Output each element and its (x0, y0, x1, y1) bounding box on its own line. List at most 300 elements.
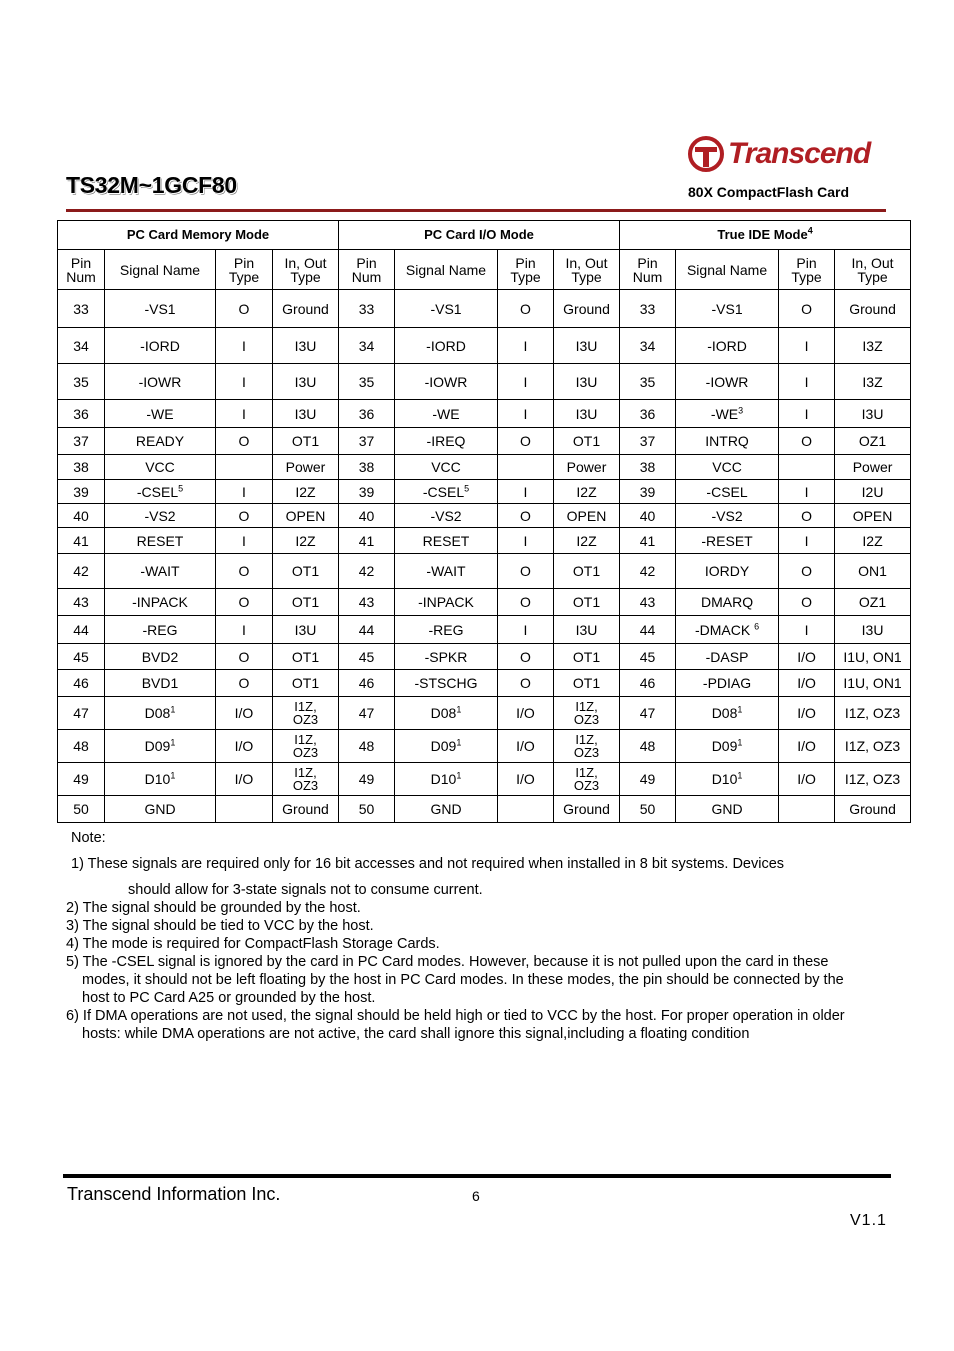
table-cell: I (779, 480, 835, 504)
table-cell: 47 (339, 697, 395, 730)
table-cell: BVD1 (105, 670, 216, 697)
table-cell: 42 (339, 554, 395, 589)
table-cell: O (216, 504, 273, 528)
table-cell: -CSEL (676, 480, 779, 504)
document-version: V1.1 (850, 1212, 887, 1229)
note-4: 4) The mode is required for CompactFlash Storage Cards. (66, 936, 440, 952)
table-cell: I (216, 364, 273, 400)
table-cell: I/O (216, 697, 273, 730)
table-cell: I (779, 616, 835, 644)
table-cell: I/O (498, 763, 554, 796)
table-row (58, 670, 911, 697)
footnote-ref: 5 (178, 482, 184, 493)
table-cell: -VS2 (105, 504, 216, 528)
column-header-row (58, 250, 911, 290)
table-cell: I/O (498, 697, 554, 730)
table-cell: I3U (554, 364, 620, 400)
table-cell: 45 (58, 644, 105, 670)
footnote-ref: 1 (737, 737, 743, 748)
table-cell: GND (105, 796, 216, 823)
table-cell: 46 (58, 670, 105, 697)
table-cell: I (498, 400, 554, 428)
table-row (58, 730, 911, 763)
footnote-ref: 1 (170, 704, 176, 715)
table-cell: 44 (620, 616, 676, 644)
table-cell: ON1 (835, 554, 911, 589)
table-cell: -DASP (676, 644, 779, 670)
table-cell: 39 (339, 480, 395, 504)
table-row (58, 644, 911, 670)
table-cell (395, 763, 498, 796)
table-cell: OPEN (273, 504, 339, 528)
column-header: Pin Num (620, 250, 676, 290)
table-cell: 38 (58, 455, 105, 480)
group-header-row (58, 221, 911, 250)
table-cell: I2Z (273, 480, 339, 504)
table-cell: I3U (273, 364, 339, 400)
table-cell: I3U (554, 616, 620, 644)
table-cell: OT1 (273, 644, 339, 670)
table-cell: OT1 (273, 428, 339, 455)
table-cell (498, 455, 554, 480)
table-cell: 43 (620, 589, 676, 616)
table-row (58, 428, 911, 455)
table-cell: O (216, 644, 273, 670)
table-cell: 40 (58, 504, 105, 528)
table-cell: 42 (58, 554, 105, 589)
table-cell: OPEN (835, 504, 911, 528)
transcend-logo (686, 134, 886, 174)
table-cell: OZ1 (835, 428, 911, 455)
column-header: Signal Name (676, 250, 779, 290)
table-cell: 41 (620, 528, 676, 554)
table-row (58, 528, 911, 554)
footer-company: Transcend Information Inc. (67, 1184, 281, 1204)
cell-text: I1Z, OZ3 (292, 732, 319, 760)
table-cell: I/O (216, 763, 273, 796)
cell-text: -DMACK (694, 621, 755, 638)
table-cell: -IORD (395, 328, 498, 364)
table-cell: Power (554, 455, 620, 480)
table-cell: O (216, 290, 273, 328)
table-cell: -RESET (676, 528, 779, 554)
table-cell: I (498, 328, 554, 364)
note-5-line-3: host to PC Card A25 or grounded by the host. (82, 990, 376, 1006)
table-cell: READY (105, 428, 216, 455)
table-cell: 41 (339, 528, 395, 554)
footnote-ref: 1 (456, 770, 462, 781)
table-cell: OT1 (273, 589, 339, 616)
table-cell: I3Z (835, 364, 911, 400)
table-cell: Ground (835, 796, 911, 823)
table-cell: I3U (554, 328, 620, 364)
table-cell: I (216, 328, 273, 364)
document-title: TS32M~1GCF80 (66, 172, 237, 198)
table-cell: I3U (835, 400, 911, 428)
table-cell: I (216, 480, 273, 504)
table-cell: 50 (339, 796, 395, 823)
table-cell (779, 796, 835, 823)
table-cell: O (498, 554, 554, 589)
table-cell: 34 (58, 328, 105, 364)
table-cell: OZ1 (835, 589, 911, 616)
table-cell: O (779, 290, 835, 328)
table-cell: Power (273, 455, 339, 480)
table-cell: 46 (339, 670, 395, 697)
cell-text: D09 (430, 738, 457, 754)
table-cell: -VS2 (395, 504, 498, 528)
table-cell: Ground (273, 796, 339, 823)
table-cell: I2U (835, 480, 911, 504)
column-header: Signal Name (105, 250, 216, 290)
table-cell: -INPACK (395, 589, 498, 616)
table-row (58, 328, 911, 364)
column-header: In, Out Type (554, 250, 620, 290)
table-cell: I/O (779, 670, 835, 697)
footnote-ref: 1 (170, 737, 176, 748)
table-cell: I2Z (554, 528, 620, 554)
table-row (58, 480, 911, 504)
table-cell: -IOWR (676, 364, 779, 400)
table-cell (105, 697, 216, 730)
table-cell (105, 730, 216, 763)
table-cell: -VS1 (105, 290, 216, 328)
table-cell: 44 (58, 616, 105, 644)
logo-wordmark: Transcend (728, 137, 871, 170)
table-cell: I (498, 480, 554, 504)
note-6-line-2: hosts: while DMA operations are not active, the card shall ignore this signal,including a floating condition (82, 1026, 750, 1042)
document-subtitle: 80X CompactFlash Card (688, 184, 850, 200)
table-cell: Ground (554, 290, 620, 328)
group-header-io: PC Card I/O Mode (339, 221, 620, 250)
table-cell: 36 (58, 400, 105, 428)
note-3: 3) The signal should be tied to VCC by the host. (66, 918, 374, 934)
cell-text: D08 (144, 705, 171, 721)
table-cell: -VS1 (676, 290, 779, 328)
transcend-logo-icon (686, 134, 726, 174)
table-cell (676, 697, 779, 730)
column-header: Pin Num (339, 250, 395, 290)
table-cell: I2Z (554, 480, 620, 504)
table-cell: OT1 (554, 644, 620, 670)
cell-text: I1Z, OZ3 (292, 699, 319, 727)
cell-text: -WE (710, 405, 739, 422)
table-cell: OT1 (273, 554, 339, 589)
table-row (58, 589, 911, 616)
table-cell: -PDIAG (676, 670, 779, 697)
table-cell: OT1 (554, 554, 620, 589)
table-cell: I1U, ON1 (835, 670, 911, 697)
table-row (58, 504, 911, 528)
table-row (58, 763, 911, 796)
table-cell: OT1 (273, 670, 339, 697)
group-header-ide: True IDE Mode$^4$ (620, 221, 911, 250)
table-cell: O (498, 504, 554, 528)
table-cell: 34 (620, 328, 676, 364)
table-row (58, 616, 911, 644)
table-cell: -IOWR (105, 364, 216, 400)
table-row (58, 400, 911, 428)
footnote-ref: 5 (464, 482, 470, 493)
table-cell: I (216, 400, 273, 428)
cell-text: -CSEL (422, 483, 465, 500)
column-header: In, Out Type (835, 250, 911, 290)
footnote-ref: 1 (456, 704, 462, 715)
table-cell: I2Z (273, 528, 339, 554)
table-cell: 33 (620, 290, 676, 328)
table-cell (395, 730, 498, 763)
table-cell: O (779, 554, 835, 589)
table-cell: -WAIT (395, 554, 498, 589)
table-cell: I/O (779, 730, 835, 763)
table-cell: 44 (339, 616, 395, 644)
table-cell: I (216, 528, 273, 554)
table-row (58, 554, 911, 589)
table-cell: I/O (498, 730, 554, 763)
table-cell: 38 (339, 455, 395, 480)
table-cell: I/O (779, 763, 835, 796)
table-cell (676, 730, 779, 763)
column-header: Pin Num (58, 250, 105, 290)
cell-text: I1Z, OZ3 (573, 732, 600, 760)
table-cell (216, 455, 273, 480)
table-cell: O (216, 589, 273, 616)
table-cell: 35 (620, 364, 676, 400)
table-row (58, 364, 911, 400)
table-cell: 43 (339, 589, 395, 616)
table-cell: -WAIT (105, 554, 216, 589)
table-cell: O (498, 428, 554, 455)
table-row (58, 697, 911, 730)
table-cell: 35 (339, 364, 395, 400)
table-cell (395, 697, 498, 730)
table-cell: O (498, 644, 554, 670)
table-cell: -STSCHG (395, 670, 498, 697)
cell-text: D08 (430, 705, 457, 721)
table-cell: O (779, 504, 835, 528)
table-cell: -INPACK (105, 589, 216, 616)
cell-text: D08 (711, 705, 738, 721)
table-cell: 39 (58, 480, 105, 504)
table-cell: 46 (620, 670, 676, 697)
footnote-ref: 1 (170, 770, 176, 781)
table-cell (676, 616, 779, 644)
table-cell (676, 763, 779, 796)
table-cell (273, 763, 339, 796)
table-cell (105, 763, 216, 796)
note-1: 1) These signals are required only for 16 bit accesses and not required when installed in 8 bit systems. Devices (71, 856, 785, 872)
table-cell (498, 796, 554, 823)
cell-text: -CSEL (136, 483, 179, 500)
table-cell: I3U (273, 616, 339, 644)
cell-text: I1Z, OZ3 (573, 699, 600, 727)
table-cell: I (498, 616, 554, 644)
page-number: 6 (472, 1188, 480, 1204)
table-cell: Ground (554, 796, 620, 823)
table-cell: O (216, 554, 273, 589)
table-cell: 40 (339, 504, 395, 528)
table-cell: I (779, 400, 835, 428)
table-row (58, 796, 911, 823)
footer-divider (63, 1174, 891, 1178)
note-2: 2) The signal should be grounded by the host. (66, 900, 361, 916)
note-6: 6) If DMA operations are not used, the signal should be held high or tied to VCC by the host. For proper operation in older (66, 1008, 845, 1024)
cell-text: D10 (144, 771, 171, 787)
table-cell: -IOWR (395, 364, 498, 400)
table-cell: I (779, 364, 835, 400)
table-cell: 41 (58, 528, 105, 554)
table-cell: -SPKR (395, 644, 498, 670)
column-header: Pin Type (216, 250, 273, 290)
table-cell (779, 455, 835, 480)
table-cell: Power (835, 455, 911, 480)
table-cell: 45 (339, 644, 395, 670)
table-cell (676, 400, 779, 428)
table-cell: GND (395, 796, 498, 823)
table-cell: O (779, 589, 835, 616)
table-cell: I (498, 364, 554, 400)
table-cell: I1U, ON1 (835, 644, 911, 670)
note-5: 5) The -CSEL signal is ignored by the card in PC Card modes. However, because it is not pulled upon the card in these (66, 954, 829, 970)
cell-text: D10 (430, 771, 457, 787)
table-cell: I3U (273, 328, 339, 364)
table-cell: IORDY (676, 554, 779, 589)
table-cell: I3U (554, 400, 620, 428)
header-divider (66, 209, 886, 212)
table-cell: -WE (395, 400, 498, 428)
table-cell: OT1 (554, 428, 620, 455)
table-cell: I1Z, OZ3 (835, 763, 911, 796)
footnote-ref: 1 (456, 737, 462, 748)
column-header: Pin Type (779, 250, 835, 290)
table-cell: DMARQ (676, 589, 779, 616)
table-cell: 50 (58, 796, 105, 823)
table-row (58, 455, 911, 480)
table-cell: I (498, 528, 554, 554)
table-cell: I/O (779, 697, 835, 730)
table-cell: O (498, 290, 554, 328)
cell-text: D09 (711, 738, 738, 754)
table-cell: I (216, 616, 273, 644)
table-cell: 37 (620, 428, 676, 455)
table-cell: Ground (273, 290, 339, 328)
table-cell: I1Z, OZ3 (835, 730, 911, 763)
table-cell: -VS1 (395, 290, 498, 328)
table-cell (554, 697, 620, 730)
table-cell: -WE (105, 400, 216, 428)
notes-section (66, 829, 896, 1043)
group-header-memory: PC Card Memory Mode (58, 221, 339, 250)
table-cell: GND (676, 796, 779, 823)
table-cell: O (498, 670, 554, 697)
table-cell: BVD2 (105, 644, 216, 670)
table-cell: RESET (395, 528, 498, 554)
table-cell: INTRQ (676, 428, 779, 455)
pin-assignment-table (57, 220, 911, 823)
table-cell: 50 (620, 796, 676, 823)
table-cell: O (216, 428, 273, 455)
table-cell: 36 (620, 400, 676, 428)
table-cell: 37 (58, 428, 105, 455)
table-row (58, 290, 911, 328)
note-1-continued: should allow for 3-state signals not to consume current. (128, 882, 483, 898)
cell-text: I1Z, OZ3 (292, 765, 319, 793)
column-header: Pin Type (498, 250, 554, 290)
column-header: In, Out Type (273, 250, 339, 290)
table-cell: I2Z (835, 528, 911, 554)
note-5-line-2: modes, it should not be left floating by the host in PC Card modes. In these modes, the pin should be connected by the (82, 972, 844, 988)
table-cell: -IORD (676, 328, 779, 364)
table-cell: VCC (105, 455, 216, 480)
table-cell: 47 (620, 697, 676, 730)
table-cell: 47 (58, 697, 105, 730)
cell-text: I1Z, OZ3 (573, 765, 600, 793)
table-cell: 34 (339, 328, 395, 364)
table-cell: O (216, 670, 273, 697)
table-cell: 35 (58, 364, 105, 400)
table-cell: VCC (676, 455, 779, 480)
table-cell: 48 (339, 730, 395, 763)
table-cell: 38 (620, 455, 676, 480)
table-cell: VCC (395, 455, 498, 480)
table-cell: RESET (105, 528, 216, 554)
table-cell: I (779, 328, 835, 364)
table-cell (395, 480, 498, 504)
table-cell: 48 (58, 730, 105, 763)
table-cell: 39 (620, 480, 676, 504)
table-cell: OPEN (554, 504, 620, 528)
table-cell: -VS2 (676, 504, 779, 528)
table-cell: -REG (105, 616, 216, 644)
column-header: Signal Name (395, 250, 498, 290)
table-cell: I3U (273, 400, 339, 428)
table-cell: I3Z (835, 328, 911, 364)
table-cell: O (498, 589, 554, 616)
table-cell: O (779, 428, 835, 455)
table-cell: I3U (835, 616, 911, 644)
table-cell (273, 730, 339, 763)
table-cell: 33 (339, 290, 395, 328)
table-cell: 43 (58, 589, 105, 616)
footnote-ref: 1 (737, 770, 743, 781)
table-cell (273, 697, 339, 730)
table-cell: I/O (216, 730, 273, 763)
table-cell: I (779, 528, 835, 554)
table-cell (216, 796, 273, 823)
table-cell: 48 (620, 730, 676, 763)
table-cell: 49 (339, 763, 395, 796)
table-cell: I/O (779, 644, 835, 670)
table-cell: 49 (58, 763, 105, 796)
table-cell: -IREQ (395, 428, 498, 455)
cell-text: D10 (711, 771, 738, 787)
table-cell: 40 (620, 504, 676, 528)
notes-heading: Note: (71, 830, 106, 846)
table-cell: OT1 (554, 589, 620, 616)
table-cell: 37 (339, 428, 395, 455)
footnote-ref: 6 (754, 620, 760, 631)
table-cell: 49 (620, 763, 676, 796)
table-cell (105, 480, 216, 504)
table-cell: I1Z, OZ3 (835, 697, 911, 730)
footnote-ref: 1 (737, 704, 743, 715)
cell-text: D09 (144, 738, 171, 754)
table-cell: -IORD (105, 328, 216, 364)
table-cell: 33 (58, 290, 105, 328)
table-cell: 45 (620, 644, 676, 670)
footnote-ref: 3 (738, 404, 744, 415)
table-cell (554, 730, 620, 763)
